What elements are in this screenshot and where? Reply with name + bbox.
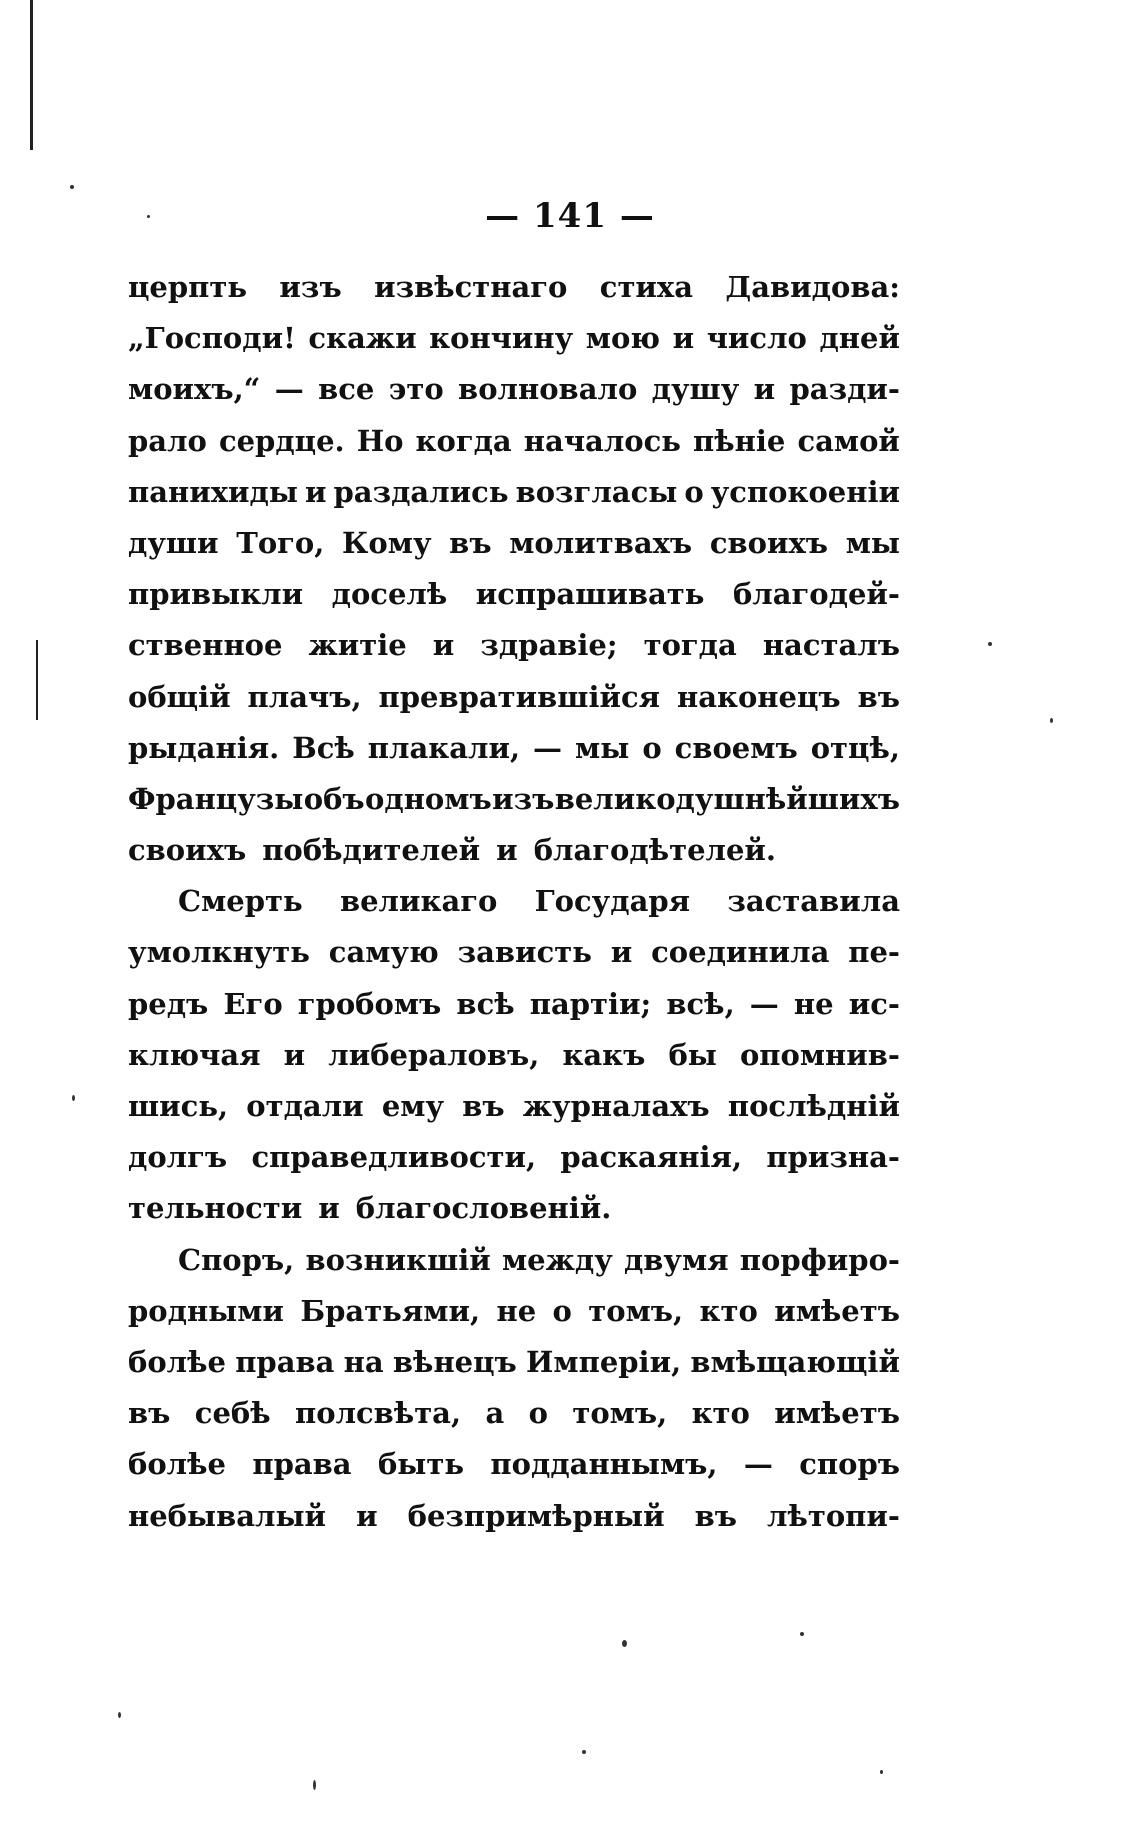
text-word: и (496, 833, 518, 868)
text-word: мою (585, 321, 661, 356)
text-word: зависть (457, 935, 592, 970)
text-word: волновало (458, 372, 638, 407)
text-line (128, 262, 900, 313)
text-word: все (318, 372, 375, 407)
text-word: Его (223, 986, 283, 1021)
text-word: и (304, 474, 327, 509)
text-line (128, 364, 900, 415)
text-word: своемъ (674, 730, 798, 765)
text-word: — (749, 986, 779, 1021)
text-line (128, 979, 900, 1030)
text-word: въ (449, 525, 492, 560)
text-word: привыкли (128, 577, 304, 612)
text-word: пе- (848, 935, 900, 970)
text-word: Споръ, (178, 1242, 295, 1277)
text-word: двумя (623, 1242, 729, 1277)
text-word: права (235, 1344, 335, 1379)
text-word: не (496, 1293, 537, 1328)
text-word: побѣдителей (262, 833, 481, 868)
text-word: благословеній. (355, 1191, 612, 1226)
scan-speck (880, 1770, 883, 1774)
text-word: возникшій (305, 1242, 491, 1277)
text-word: подданнымъ, (490, 1447, 718, 1482)
text-word: своихъ (128, 833, 247, 868)
text-line (128, 1081, 900, 1132)
text-word: и (283, 1037, 306, 1072)
text-word: одномъ (365, 781, 492, 816)
text-word: о (528, 1396, 548, 1431)
text-word: это (388, 372, 444, 407)
scan-speck (622, 1640, 627, 1647)
text-word: своихъ (709, 525, 829, 560)
text-word: шись, (128, 1089, 229, 1123)
text-word: великодушнѣйшихъ (554, 781, 900, 816)
text-line (128, 569, 900, 620)
text-word: Кому (342, 525, 432, 560)
text-line (128, 1030, 900, 1081)
text-word: изъ (492, 781, 555, 816)
text-word: не (793, 986, 834, 1021)
page-text (128, 262, 900, 1542)
text-word: о (552, 1293, 572, 1328)
text-word: всѣ (456, 986, 515, 1021)
text-word: лѣтопи- (767, 1498, 900, 1533)
text-line (128, 1286, 900, 1337)
text-word: безпримѣрный (407, 1498, 665, 1533)
scan-speck (988, 642, 992, 646)
text-word: молитвахъ (509, 525, 693, 560)
text-word: Давидова: (725, 270, 900, 304)
text-word: соединила (651, 935, 830, 970)
text-word: раскаянія, (560, 1140, 743, 1175)
text-word: родными (128, 1293, 284, 1328)
page-edge-line (36, 640, 38, 720)
text-word: отдали (246, 1089, 364, 1123)
text-line (128, 927, 900, 978)
text-word: душу (651, 372, 740, 407)
text-line (128, 1235, 900, 1286)
text-word: Французы (128, 781, 304, 816)
text-word: стиха (599, 270, 694, 304)
text-word: въ (694, 1498, 738, 1533)
scan-speck (313, 1780, 316, 1790)
text-word: гробомъ (297, 986, 442, 1021)
text-word: — (743, 1447, 773, 1482)
text-word: мы (575, 730, 630, 765)
text-word: ствeнное (128, 628, 283, 663)
text-word: доселѣ (331, 577, 448, 612)
text-word: началось (523, 423, 681, 458)
text-word: кончину (429, 321, 574, 356)
text-word: умолкнуть (128, 935, 310, 970)
text-word: въ (462, 1089, 505, 1123)
text-word: Всѣ (292, 730, 355, 765)
text-word: скажи (308, 321, 417, 356)
text-word: число (706, 321, 807, 356)
text-word: благодей- (732, 577, 900, 612)
text-word: дней (819, 321, 900, 356)
text-line (128, 467, 900, 518)
text-word: Имперіи, (526, 1344, 682, 1379)
text-word: великаго (339, 884, 498, 919)
text-word: изъ (279, 270, 342, 304)
text-word: когда (415, 423, 512, 458)
text-word: небывалый (128, 1498, 327, 1533)
text-word: журналахъ (522, 1089, 710, 1123)
text-word: возгласы (515, 474, 678, 509)
text-word: испрашивать (475, 577, 705, 612)
text-word: полсвѣта, (295, 1396, 462, 1431)
text-word: плачъ, (247, 679, 362, 714)
text-word: въ (857, 679, 900, 714)
text-word: вмѣщающій (690, 1344, 900, 1379)
text-line (128, 518, 900, 569)
text-word: плакали, (367, 730, 521, 765)
text-word: раздались (333, 474, 509, 509)
scan-speck (582, 1750, 586, 1754)
text-word: долгъ (128, 1140, 228, 1175)
text-word: — (533, 730, 563, 765)
text-word: права (252, 1447, 352, 1482)
text-word: справедливости, (251, 1140, 537, 1175)
text-word: и (610, 935, 633, 970)
text-word: пѣніе (693, 423, 786, 458)
text-word: извѣстнаго (374, 270, 568, 304)
text-word: насталъ (762, 628, 900, 663)
text-line (128, 774, 900, 825)
text-line (128, 1337, 900, 1388)
text-word: и (432, 628, 455, 663)
text-word: въ (128, 1396, 171, 1431)
text-word: имѣетъ (774, 1396, 900, 1431)
text-word: томъ, (588, 1293, 684, 1328)
text-word: призна- (766, 1140, 900, 1175)
text-word: и (356, 1498, 378, 1533)
text-word: Государя (534, 884, 691, 919)
text-word: кто (691, 1396, 750, 1431)
text-word: а (485, 1396, 505, 1431)
text-word: Того, (236, 525, 325, 560)
text-line (128, 1439, 900, 1490)
text-word: моихъ,“ (128, 372, 261, 407)
text-word: партіи; (529, 986, 652, 1021)
text-word: на (343, 1344, 384, 1379)
scan-speck (118, 1712, 121, 1718)
text-word: — (274, 372, 304, 407)
text-word: порфиро- (739, 1242, 900, 1277)
text-word: какъ (562, 1037, 646, 1072)
text-word: вѣнецъ (392, 1344, 517, 1379)
text-word: превратившійся (378, 679, 661, 714)
text-word: здравіе; (480, 628, 618, 663)
text-word: болѣе (128, 1447, 226, 1482)
text-word: сердце. (218, 423, 345, 458)
text-word: редъ (128, 986, 209, 1021)
text-word: рыданія. (128, 730, 280, 765)
text-word: послѣдній (727, 1089, 900, 1123)
text-word: успокоеніи (710, 474, 900, 509)
text-word: объ (303, 781, 365, 816)
text-word: тогда (643, 628, 737, 663)
text-line (128, 1491, 900, 1542)
text-word: всѣ, (666, 986, 735, 1021)
scan-speck (72, 1095, 75, 1101)
text-word: себѣ (194, 1396, 271, 1431)
text-line (128, 672, 900, 723)
text-word: мы (845, 525, 900, 560)
text-word: и (672, 321, 695, 356)
scan-speck (1050, 718, 1053, 723)
text-word: о (684, 474, 704, 509)
text-word: „Господи! (128, 321, 296, 356)
scan-speck (70, 185, 74, 189)
text-word: Смерть (178, 884, 303, 919)
text-word: томъ, (572, 1396, 668, 1431)
text-word: между (501, 1242, 613, 1277)
page-edge-line (30, 0, 33, 150)
text-word: наконецъ (676, 679, 841, 714)
text-line (128, 313, 900, 364)
text-word: кто (699, 1293, 758, 1328)
text-word: либераловъ, (328, 1037, 540, 1072)
page-number: — 141 — (485, 196, 655, 236)
text-word: панихиды (128, 474, 298, 509)
text-word: и (753, 372, 776, 407)
text-line (128, 876, 900, 927)
text-line (128, 723, 900, 774)
text-word: благодѣтелей. (533, 833, 777, 868)
text-word: Но (356, 423, 404, 458)
text-word: разди- (789, 372, 900, 407)
text-word: рало (128, 423, 207, 458)
text-word: болѣе (128, 1344, 226, 1379)
text-word: споръ (799, 1447, 900, 1482)
text-word: о (642, 730, 662, 765)
text-word: церпть (128, 270, 248, 304)
text-word: быть (377, 1447, 465, 1482)
scan-speck (800, 1632, 804, 1636)
text-word: ему (381, 1089, 445, 1123)
text-word: житіе (308, 628, 407, 663)
text-word: самую (328, 935, 439, 970)
text-line (128, 1183, 900, 1234)
text-line (128, 1132, 900, 1183)
text-word: ключая (128, 1037, 261, 1072)
text-word: тельности (128, 1191, 303, 1226)
text-line (128, 620, 900, 671)
text-word: общій (128, 679, 231, 714)
text-line (128, 1388, 900, 1439)
text-line (128, 825, 900, 876)
text-word: ис- (848, 986, 900, 1021)
text-word: опомнив- (739, 1037, 900, 1072)
text-word: самой (797, 423, 900, 458)
text-word: отцѣ, (810, 730, 900, 765)
text-word: заставила (727, 884, 900, 919)
text-word: Братьями, (300, 1293, 481, 1328)
text-word: имѣетъ (774, 1293, 900, 1328)
text-line (128, 416, 900, 467)
text-word: бы (668, 1037, 717, 1072)
text-word: и (318, 1191, 340, 1226)
text-word: души (128, 525, 219, 560)
